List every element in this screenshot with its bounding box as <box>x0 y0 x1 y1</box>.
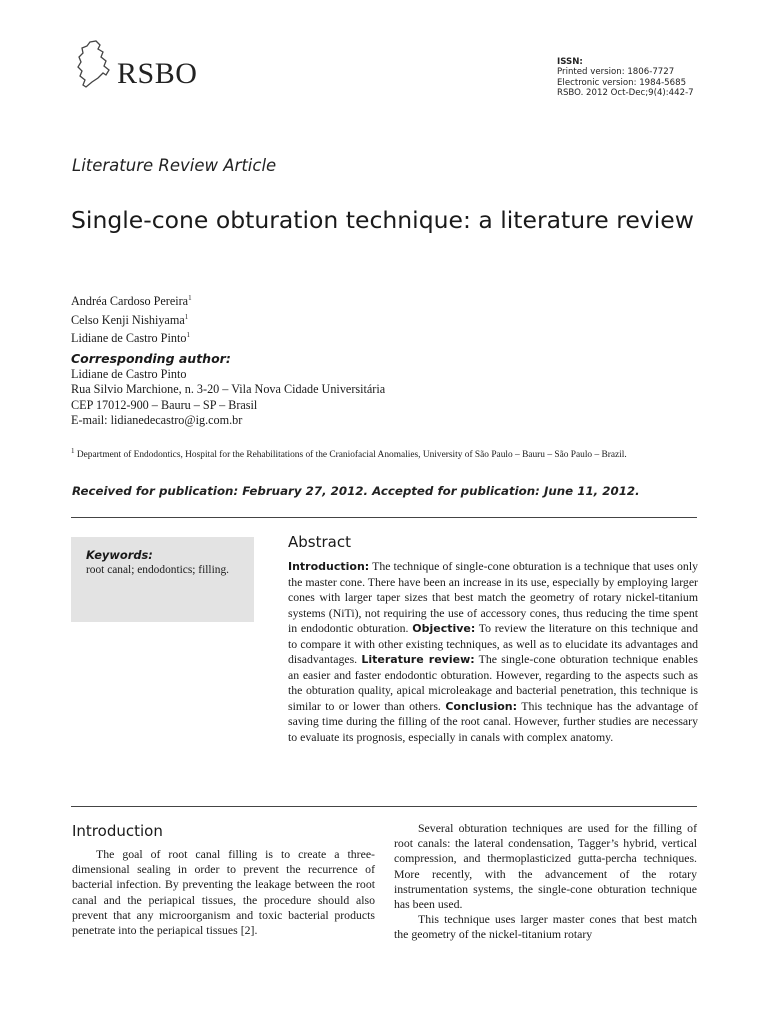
abstract-heading: Abstract <box>288 533 351 551</box>
electronic-version: Electronic version: 1984-5685 <box>557 77 687 88</box>
corr-address: Rua Silvio Marchione, n. 3-20 – Vila Nova Cidade Universitária <box>71 382 386 396</box>
column-left <box>72 847 375 938</box>
corresponding-author <box>71 351 385 429</box>
publication-dates: Received for publication: February 27, 2012. Accepted for publication: June 11, 2012. <box>72 484 640 498</box>
paragraph: Several obturation techniques are used for the filling of root canals: the lateral condensation, Tagger’s hybrid, vertical compression, and thermoplasticized gutta-percha techniques. More recently, with the advancement of the rotary instrumentation systems, the single-cone obturation technique has been used. <box>394 821 697 912</box>
corr-name: Lidiane de Castro Pinto <box>71 366 187 381</box>
author: Lidiane de Castro Pinto$^1$ <box>71 331 190 346</box>
journal-logo <box>76 40 226 95</box>
top-divider <box>71 517 697 518</box>
corr-postal: CEP 17012-900 – Bauru – SP – Brasil <box>71 397 258 412</box>
introduction-heading: Introduction <box>72 822 163 840</box>
article-title: Single-cone obturation technique: a literature review <box>71 206 694 234</box>
printed-version: Printed version: 1806-7727 <box>557 67 675 78</box>
abstract-body: Introduction: The technique of single-cone obturation is a technique that uses only the master cone. There have been an increase in its use, especially by employing larger cones with larger taper sizes that best match the geometry of rotary nickel-titanium systems (NiTi), not requiring the use of accessory cones, thus reducing the time spent in endodontic obturation. Objective: To review the literature on this technique and to compare it with other existing techniques, as well as to elucidate its advantages and disadvantages. Literature review: The single-cone obturation technique enables an easier and faster endodontic obturation. However, regarding to the aspects such as the obturation quality, apical microleakage and bacterial penetration, this technique is similar to or lower than others. Conclusion: This technique has the advantage of saving time during the filling of the root canal. However, further studies are necessary to evaluate its prognosis, especially in canals with complex anatomy. <box>288 559 698 744</box>
article-type: Literature Review Article <box>72 156 277 175</box>
keywords-text: root canal; endodontics; filling. <box>86 564 229 576</box>
corr-email: E-mail: lidianedecastro@ig.com.br <box>71 413 243 427</box>
keywords-heading: Keywords: <box>86 548 153 562</box>
keywords-box <box>71 537 254 622</box>
column-right <box>394 821 697 943</box>
author-list <box>71 291 192 347</box>
author: Celso Kenji Nishiyama$^1$ <box>71 312 189 327</box>
issn-block <box>557 57 694 99</box>
issn-label: ISSN: <box>557 57 583 67</box>
citation: RSBO. 2012 Oct-Dec;9(4):442-7 <box>557 88 694 99</box>
paragraph: This technique uses larger master cones that best match the geometry of the nickel-titanium rotary <box>394 912 697 942</box>
affiliation: $^1$ Department of Endodontics, Hospital for the Rehabilitations of the Craniofacial Anomalies, University of São Paulo – Bauru – São Paulo – Brazil. <box>71 447 627 461</box>
paragraph: The goal of root canal filling is to create a three-dimensional sealing in order to prevent the recurrence of bacterial infection. By preventing the leakage between the root canal and the periapical tissues, the procedure should also prevent that any microorganism and toxic bacterial products penetrate into the periapical tissues [2]. <box>72 847 375 938</box>
journal-name: RSBO <box>117 57 198 90</box>
author: Andréa Cardoso Pereira$^1$ <box>71 294 192 309</box>
corresponding-heading: Corresponding author: <box>71 351 231 366</box>
bottom-divider <box>71 806 697 807</box>
brazil-state-map-icon <box>76 40 116 90</box>
